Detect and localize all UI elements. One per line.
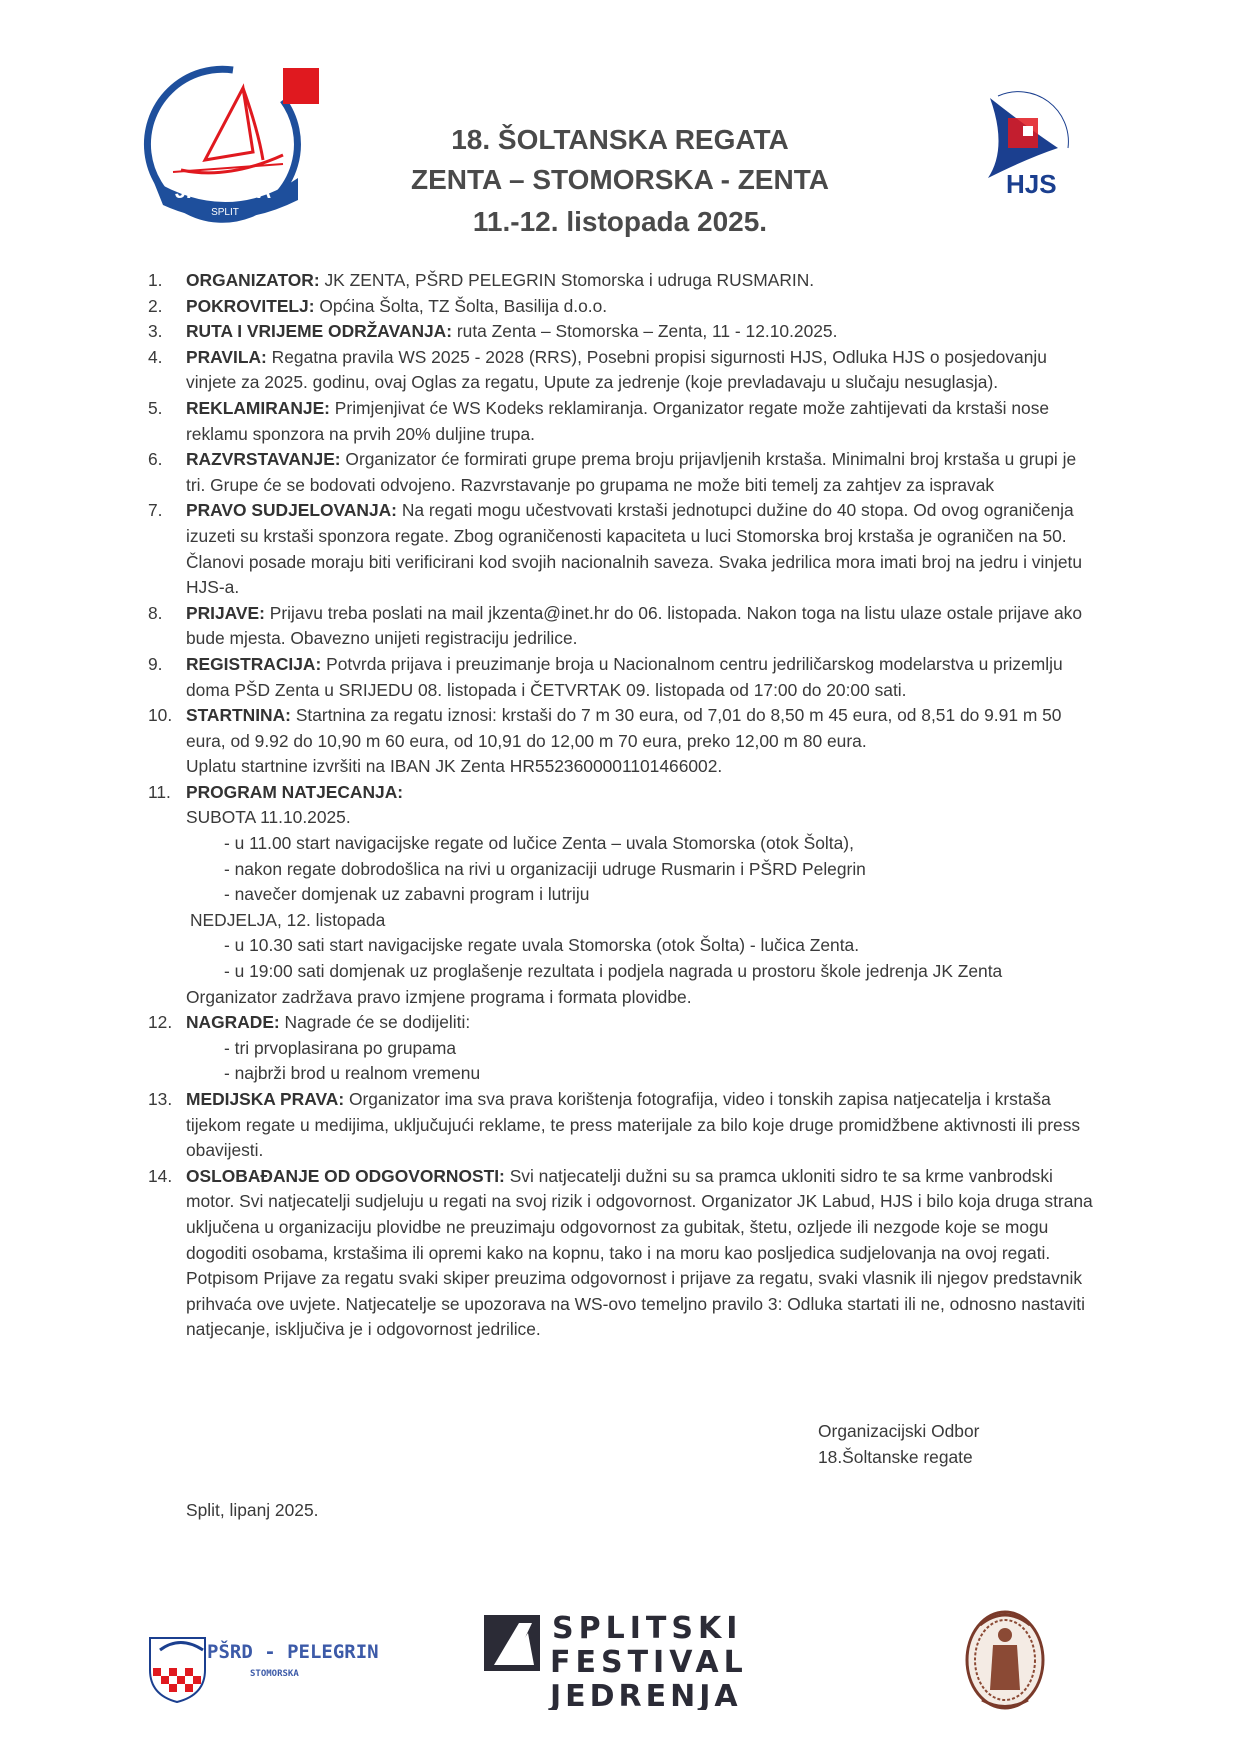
list-item: 1. ORGANIZATOR: JK ZENTA, PŠRD PELEGRIN Stomorska i udruga RUSMARIN.: [148, 270, 815, 290]
list-item: 4. PRAVILA: Regatna pravila WS 2025 - 2028 (RRS), Posebni propisi sigurnosti HJS, Odluka HJS o posjedovanju vinjete za 2025. godinu, ovaj Oglas za regatu, Upute za jedrenje (koje prevladavaju u slučaju nesuglasja).: [148, 346, 1047, 393]
list-item: 7. PRAVO SUDJELOVANJA: Na regati mogu učestvovati krstaši jednotupci dužine do 40 stopa. Od ovog ograničenja izuzeti su krstaši sponzora regate. Zbog ograničenosti kapaciteta u luci Stomorska broj krstaša je ograničen na 50. Članovi posade moraju biti verificirani kod svojih nacionalnih saveza. Svaka jedrilica mora imati broj na jedru i vinjetu HJS-a.: [148, 500, 1083, 598]
svg-text:JK ZENTA: JK ZENTA: [174, 181, 272, 203]
program-entry: - u 19:00 sati domjenak uz proglašenje rezultata i podjela nagrada u prostoru škole jedrenja JK Zenta: [224, 961, 1003, 982]
list-item: 2. POKROVITELJ: Općina Šolta, TZ Šolta, Basilija d.o.o.: [148, 295, 608, 316]
list-item: 6. RAZVRSTAVANJE: Organizator će formirati grupe prema broju prijavljenih krstaša. Minimalni broj krstaša u grupi je tri. Grupe će se bodovati odvojeno. Razvrstavanje po grupama ne može biti temelj za zahtjev za ispravak: [148, 449, 1077, 495]
regatta-rules-list: [148, 268, 1098, 1343]
iban-note: Uplatu startnine izvršiti na IBAN JK Zenta HR5523600001101466002.: [186, 756, 723, 777]
program-day-sunday: NEDJELJA, 12. listopada: [190, 909, 386, 930]
list-item: 12. NAGRADE: Nagrade će se dodijeliti: - tri prvoplasirana po grupama - najbrži brod u realnom vremenu: [148, 1010, 1098, 1087]
prize-entry: - najbrži brod u realnom vremenu: [224, 1063, 481, 1084]
psrd-pelegrin-logo: [145, 1630, 390, 1705]
jk-zenta-logo: [133, 60, 323, 235]
program-day-saturday: SUBOTA 11.10.2025.: [186, 807, 351, 828]
svg-text:STOMORSKA: STOMORSKA: [250, 1669, 299, 1679]
svg-text:PŠRD - PELEGRIN: PŠRD - PELEGRIN: [207, 1641, 379, 1663]
signature-line-2: 18.Šoltanske regate: [818, 1447, 973, 1467]
place-date: Split, lipanj 2025.: [186, 1500, 319, 1520]
svg-text:JEDRENJA: JEDRENJA: [550, 1679, 742, 1710]
program-note: Organizator zadržava pravo izmjene programa i formata plovidbe.: [186, 986, 692, 1007]
title-line-2: ZENTA – STOMORSKA - ZENTA: [411, 164, 829, 195]
svg-text:FESTIVAL: FESTIVAL: [550, 1645, 748, 1680]
list-item: 10. STARTNINA: Startnina za regatu iznosi: krstaši do 7 m 30 eura, od 7,01 do 8,50 m 45 eura, od 8,51 do 9.91 m 50 eura, od 9.92 do 10,90 m 60 eura, od 10,91 do 12,00 m 70 eura, preko 12,00 m 80 eura. Uplatu startnine izvršiti na IBAN JK Zenta HR5523600001101466002.: [148, 703, 1098, 780]
program-entry: - u 10.30 sati start navigacijske regate uvala Stomorska (otok Šolta) - lučica Zenta.: [224, 935, 860, 956]
list-item: 5. REKLAMIRANJE: Primjenjivat će WS Kodeks reklamiranja. Organizator regate može zahtijevati da krstaši nose reklamu sponzora na prvih 20% duljine trupa.: [148, 397, 1050, 444]
svg-text:HJS: HJS: [1006, 169, 1057, 199]
svg-text:SPLITSKI: SPLITSKI: [552, 1611, 743, 1646]
program-entry: - nakon regate dobrodošlica na rivi u organizaciji udruge Rusmarin i PŠRD Pelegrin: [224, 858, 866, 879]
svg-text:SPLIT: SPLIT: [211, 207, 239, 218]
splitski-festival-jedrenja-logo: [484, 1605, 764, 1710]
list-item: 3. RUTA I VRIJEME ODRŽAVANJA: ruta Zenta – Stomorska – Zenta, 11 - 12.10.2025.: [148, 321, 838, 342]
list-item: 8. PRIJAVE: Prijavu treba poslati na mail jkzenta@inet.hr do 06. listopada. Nakon toga na listu ulaze ostale prijave ako bude mjesta. Obavezno unijeti registraciju jedrilice.: [148, 602, 1083, 649]
list-item: 14. OSLOBAĐANJE OD ODGOVORNOSTI: Svi natjecatelji dužni su sa pramca ukloniti sidro te sa krme vanbrodski motor. Svi natjecatelji sudjeluju u regati na svoj rizik i odgovornost. Organizator JK Labud, HJS i bilo koja druga strana uključena u organizaciju plovidbe ne preuzimaju odgovornost za gubitak, štetu, ozljede ili nezgode koje se mogu dogoditi osobama, krstašima ili opremi kako na kopnu, tako i na moru kao posljedica sudjelovanja na ovoj regati. Potpisom Prijave za regatu svaki skiper preuzima odgovornost i prijave za regatu, svaki vlasnik ili njegov predstavnik prihvaća ove uvjete. Natjecatelje se upozorava na WS-ovo temeljno pravilo 3: Odluka startati ili ne, odnosno nastaviti natjecanje, isključiva je i odgovornost jedrilice.: [148, 1165, 1093, 1340]
municipality-seal-icon: [960, 1605, 1050, 1715]
program-entry: - navečer domjenak uz zabavni program i lutriju: [224, 884, 590, 905]
list-item: 9. REGISTRACIJA: Potvrda prijava i preuzimanje broja u Nacionalnom centru jedriličarskog modelarstva u prizemlju doma PŠD Zenta u SRIJEDU 08. listopada i ČETVRTAK 09. listopada od 17:00 do 20:00 sati.: [148, 653, 1063, 700]
title-line-1: 18. ŠOLTANSKA REGATA: [451, 124, 789, 155]
list-item: 13. MEDIJSKA PRAVA: Organizator ima sva prava korištenja fotografija, video i tonskih zapisa natjecatelja i krstaša tijekom regate u medijima, uključujući reklame, te press materijale za bilo koje druge promidžbene aktivnosti ili press obavijesti.: [148, 1089, 1081, 1161]
prize-entry: - tri prvoplasirana po grupama: [224, 1037, 456, 1058]
list-item: 11. PROGRAM NATJECANJA: SUBOTA 11.10.2025. - u 11.00 start navigacijske regate od lučice Zenta – uvala Stomorska (otok Šolta), - nakon regate dobrodošlica na rivi u organizaciji udruge Rusmarin i PŠRD Pelegrin - navečer domjenak uz zabavni program i lutriju NEDJELJA, 12. listopada - u 10.30 sati start navigacijske regate uvala Stomorska (otok Šolta) - lučica Zenta. - u 19:00 sati domjenak uz proglašenje rezultata i podjela nagrada u prostoru škole jedrenja JK Zenta Organizator zadržava pravo izmjene programa i formata plovidbe.: [148, 780, 1098, 1010]
signature-line-1: Organizacijski Odbor: [818, 1421, 980, 1441]
title-line-3: 11.-12. listopada 2025.: [472, 206, 768, 237]
hjs-logo: [968, 88, 1088, 208]
program-entry: - u 11.00 start navigacijske regate od lučice Zenta – uvala Stomorska (otok Šolta),: [224, 833, 854, 854]
